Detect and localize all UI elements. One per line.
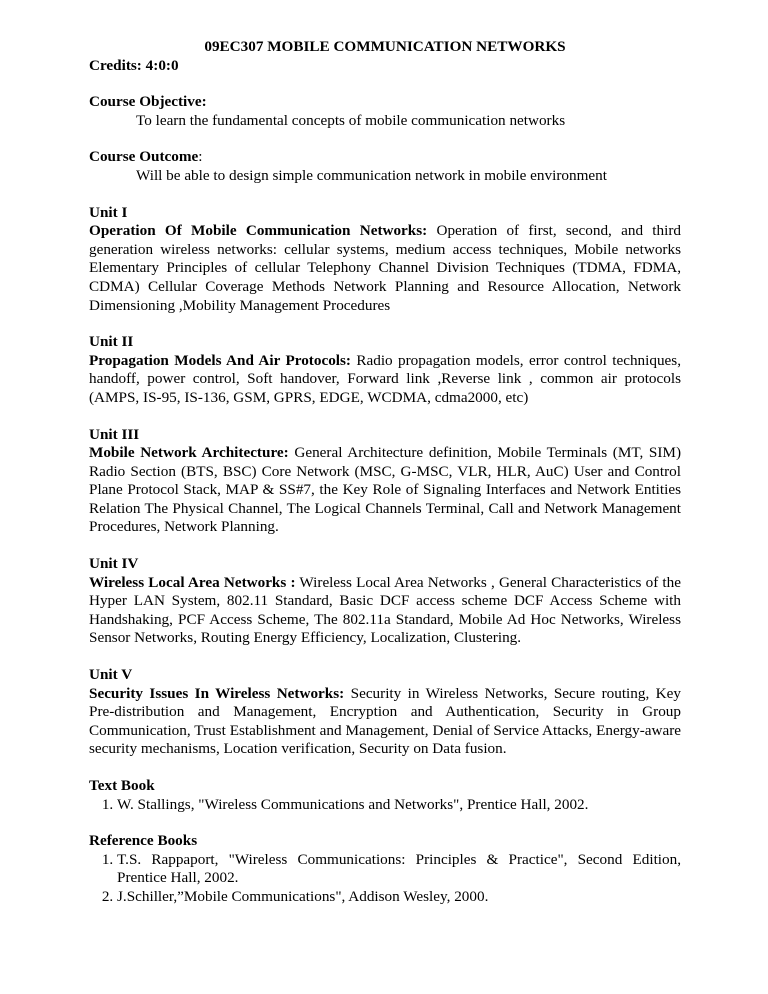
- text-book-list: [89, 796, 681, 815]
- unit-5-topic: Security Issues In Wireless Networks:: [89, 684, 345, 702]
- unit-2-heading: Unit II: [89, 333, 134, 351]
- outcome-colon: :: [198, 148, 203, 166]
- unit-5-body: [89, 685, 681, 759]
- unit-1-topic: Operation Of Mobile Communication Networks:: [89, 222, 428, 240]
- unit-5-heading: Unit V: [89, 666, 133, 684]
- unit-2-text: Radio propagation models, error control techniques, handoff, power control, Soft handover, Forward link ,Reverse link , common air protocols (AMPS, IS-95, IS-136, GSM, GPRS, EDGE, WCDMA, cdma2000, etc): [89, 351, 681, 406]
- text-book-item: 1. W. Stallings, "Wireless Communications and Networks", Prentice Hall, 2002.: [117, 796, 681, 815]
- syllabus-page: [89, 38, 681, 907]
- unit-2-body: [89, 352, 681, 408]
- unit-4-body: [89, 574, 681, 648]
- unit-3-body: [89, 444, 681, 537]
- unit-4-heading: Unit IV: [89, 555, 139, 573]
- unit-4-topic: Wireless Local Area Networks :: [89, 573, 296, 591]
- unit-1-heading: Unit I: [89, 203, 128, 221]
- unit-3-text: General Architecture definition, Mobile Terminals (MT, SIM) Radio Section (BTS, BSC) Core Network (MSC, G-MSC, VLR, HLR, AuC) User and Control Plane Protocol Stack, MAP & SS#7, the Key Role of Signaling Interfaces and Network Entities Relation The Physical Channel, The Logical Channels Terminal, Call and Network Management Procedures, Network Planning.: [89, 444, 681, 536]
- reference-book-item: 1. T.S. Rappaport, "Wireless Communications: Principles & Practice", Second Edition, Prentice Hall, 2002.: [117, 851, 681, 888]
- unit-1-text: Operation of first, second, and third generation wireless networks: cellular systems, medium access techniques, Mobile networks Elementary Principles of cellular Telephony Channel Division Techniques (TDMA, FDMA, CDMA) Cellular Coverage Methods Network Planning and Resource Allocation, Network Dimensioning ,Mobility Management Procedures: [89, 222, 681, 314]
- objective-heading: Course Objective:: [89, 93, 207, 111]
- credits: Credits: 4:0:0: [89, 56, 179, 74]
- unit-5-text: Security in Wireless Networks, Secure routing, Key Pre-distribution and Management, Encryption and Authentication, Security in Group Communication, Trust Establishment and Management, Denial of Service Attacks, Energy-aware security mechanisms, Location verification, Security on Data fusion.: [89, 684, 681, 758]
- reference-books-heading: Reference Books: [89, 832, 198, 850]
- unit-4-text: Wireless Local Area Networks , General Characteristics of the Hyper LAN System, 802.11 Standard, Basic DCF access scheme DCF Access Scheme with Handshaking, PCF Access Scheme, The 802.11a Standard, Mobile Ad Hoc Networks, Wireless Sensor Networks, Routing Energy Efficiency, Localization, Clustering.: [89, 573, 681, 647]
- text-book-heading: Text Book: [89, 777, 155, 794]
- outcome-heading: Course Outcome: [89, 148, 199, 166]
- unit-3-topic: Mobile Network Architecture:: [89, 444, 289, 462]
- outcome-heading-line: [89, 148, 681, 167]
- objective-text: To learn the fundamental concepts of mobile communication networks: [136, 111, 566, 129]
- reference-book-item: 2. J.Schiller,”Mobile Communications", Addison Wesley, 2000.: [117, 888, 681, 907]
- unit-3-heading: Unit III: [89, 425, 140, 443]
- course-title: 09EC307 MOBILE COMMUNICATION NETWORKS: [204, 38, 566, 55]
- reference-books-list: [89, 851, 681, 907]
- unit-1-body: [89, 222, 681, 315]
- outcome-text: Will be able to design simple communication network in mobile environment: [136, 166, 607, 184]
- unit-2-topic: Propagation Models And Air Protocols:: [89, 351, 351, 369]
